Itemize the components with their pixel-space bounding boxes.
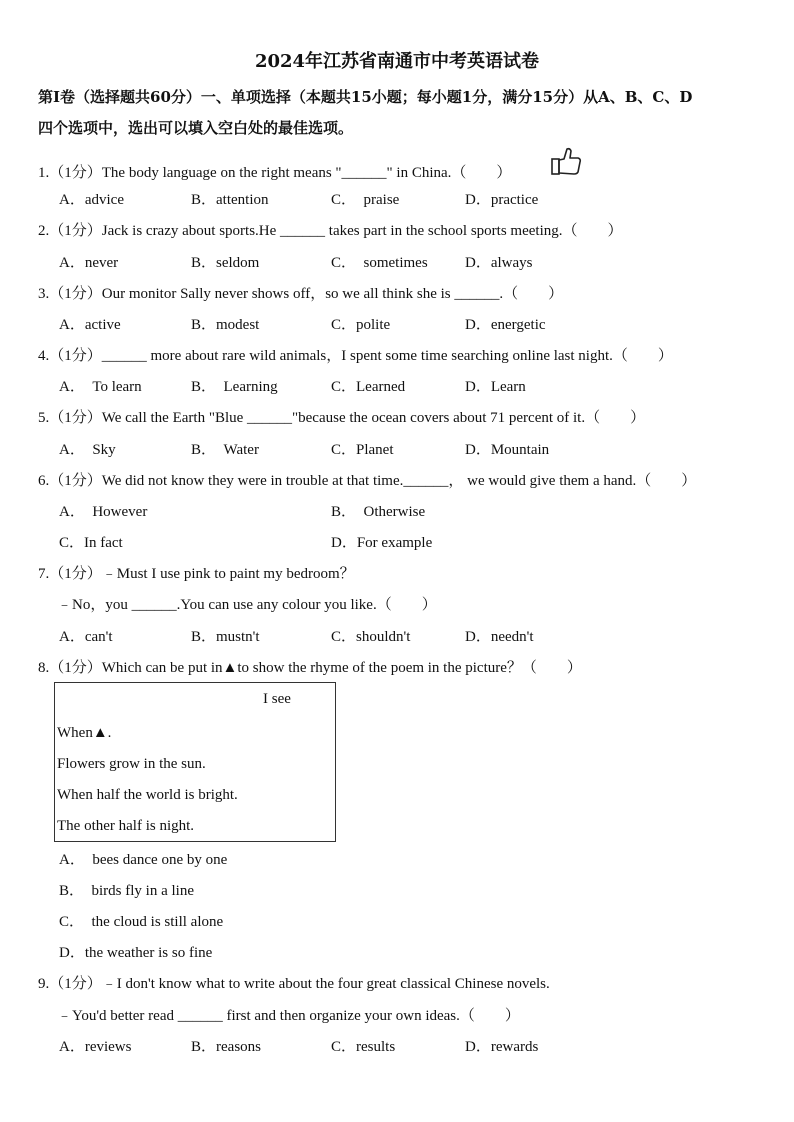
question-6-stem: 6.（1分）We did not know they were in trouble at that time.______， we would give them a hand.（ ）	[38, 473, 697, 489]
question-4-option-a[interactable]: A． To learn	[59, 379, 142, 395]
question-9-stem: 9.（1分）﹣I don't know what to write about the four great classical Chinese novels.	[38, 976, 550, 992]
question-5-option-c[interactable]: C．Planet	[331, 442, 394, 458]
question-6-option-b[interactable]: B． Otherwise	[331, 504, 426, 520]
question-4-option-c[interactable]: C．Learned	[331, 379, 406, 395]
question-3-option-d[interactable]: D．energetic	[465, 317, 546, 333]
question-9-option-a[interactable]: A．reviews	[59, 1039, 132, 1055]
question-8-option-d[interactable]: D．the weather is so fine	[59, 945, 213, 961]
page-title: 2024年江苏省南通市中考英语试卷	[254, 51, 540, 72]
question-9-stem-reply: ﹣You'd better read ______ first and then organize your own ideas.（ ）	[57, 1008, 520, 1024]
question-9-option-b[interactable]: B．reasons	[191, 1039, 261, 1055]
section-instructions-line-1: 第Ⅰ卷（选择题共60分）一、单项选择（本题共15小题；每小题1分，满分15分）从A、B、C、D	[38, 88, 693, 106]
question-3-stem: 3.（1分）Our monitor Sally never shows off，so we all think she is ______.（ ）	[38, 286, 564, 302]
question-6-option-d[interactable]: D．For example	[331, 535, 433, 551]
question-8-option-c[interactable]: C． the cloud is still alone	[59, 914, 224, 930]
question-7-option-a[interactable]: A．can't	[59, 629, 113, 645]
question-2-option-c[interactable]: C． sometimes	[331, 255, 428, 271]
question-1-option-b[interactable]: B．attention	[191, 192, 269, 208]
question-5-option-b[interactable]: B． Water	[191, 442, 259, 458]
poem-picture-box	[54, 682, 336, 842]
question-6-option-a[interactable]: A． However	[59, 504, 148, 520]
question-8-option-a[interactable]: A． bees dance one by one	[59, 852, 228, 868]
question-1-option-d[interactable]: D．practice	[465, 192, 539, 208]
question-5-stem: 5.（1分）We call the Earth "Blue ______"because the ocean covers about 71 percent of it.（ ）	[38, 410, 646, 426]
question-5-option-a[interactable]: A． Sky	[59, 442, 116, 458]
question-3-option-a[interactable]: A．active	[59, 317, 121, 333]
poem-line: Flowers grow in the sun.	[57, 756, 206, 772]
question-7-option-c[interactable]: C．shouldn't	[331, 629, 411, 645]
question-3-option-c[interactable]: C．polite	[331, 317, 391, 333]
question-7-option-b[interactable]: B．mustn't	[191, 629, 260, 645]
question-2-option-d[interactable]: D．always	[465, 255, 533, 271]
question-2-stem: 2.（1分）Jack is crazy about sports.He ______ takes part in the school sports meeting.（ ）	[38, 223, 623, 239]
question-9-option-d[interactable]: D．rewards	[465, 1039, 539, 1055]
question-1-option-a[interactable]: A．advice	[59, 192, 124, 208]
thumbs-up-icon	[550, 146, 582, 176]
question-2-option-b[interactable]: B．seldom	[191, 255, 260, 271]
poem-title: I see	[263, 691, 291, 707]
question-4-stem: 4.（1分）______ more about rare wild animals，I spent some time searching online last night.（ ）	[38, 348, 673, 364]
question-1-stem: 1.（1分）The body language on the right means "______" in China.（ ）	[38, 165, 512, 181]
poem-line: The other half is night.	[57, 818, 195, 834]
question-4-option-d[interactable]: D．Learn	[465, 379, 526, 395]
question-8-option-b[interactable]: B． birds fly in a line	[59, 883, 194, 899]
question-3-option-b[interactable]: B．modest	[191, 317, 260, 333]
question-8-stem: 8.（1分）Which can be put in▲to show the rhyme of the poem in the picture？（ ）	[38, 660, 582, 676]
question-7-option-d[interactable]: D．needn't	[465, 629, 534, 645]
section-instructions-line-2: 四个选项中，选出可以填入空白处的最佳选项。	[38, 119, 354, 137]
poem-line: When half the world is bright.	[57, 787, 238, 803]
question-7-stem-reply: ﹣No，you ______.You can use any colour you like.（ ）	[57, 597, 437, 613]
question-7-stem: 7.（1分）﹣Must I use pink to paint my bedroom？	[38, 566, 355, 582]
question-6-option-c[interactable]: C．In fact	[59, 535, 123, 551]
question-9-option-c[interactable]: C．results	[331, 1039, 396, 1055]
question-5-option-d[interactable]: D．Mountain	[465, 442, 550, 458]
question-2-option-a[interactable]: A．never	[59, 255, 119, 271]
poem-line: When▲.	[57, 725, 112, 741]
question-1-option-c[interactable]: C． praise	[331, 192, 400, 208]
question-4-option-b[interactable]: B． Learning	[191, 379, 278, 395]
